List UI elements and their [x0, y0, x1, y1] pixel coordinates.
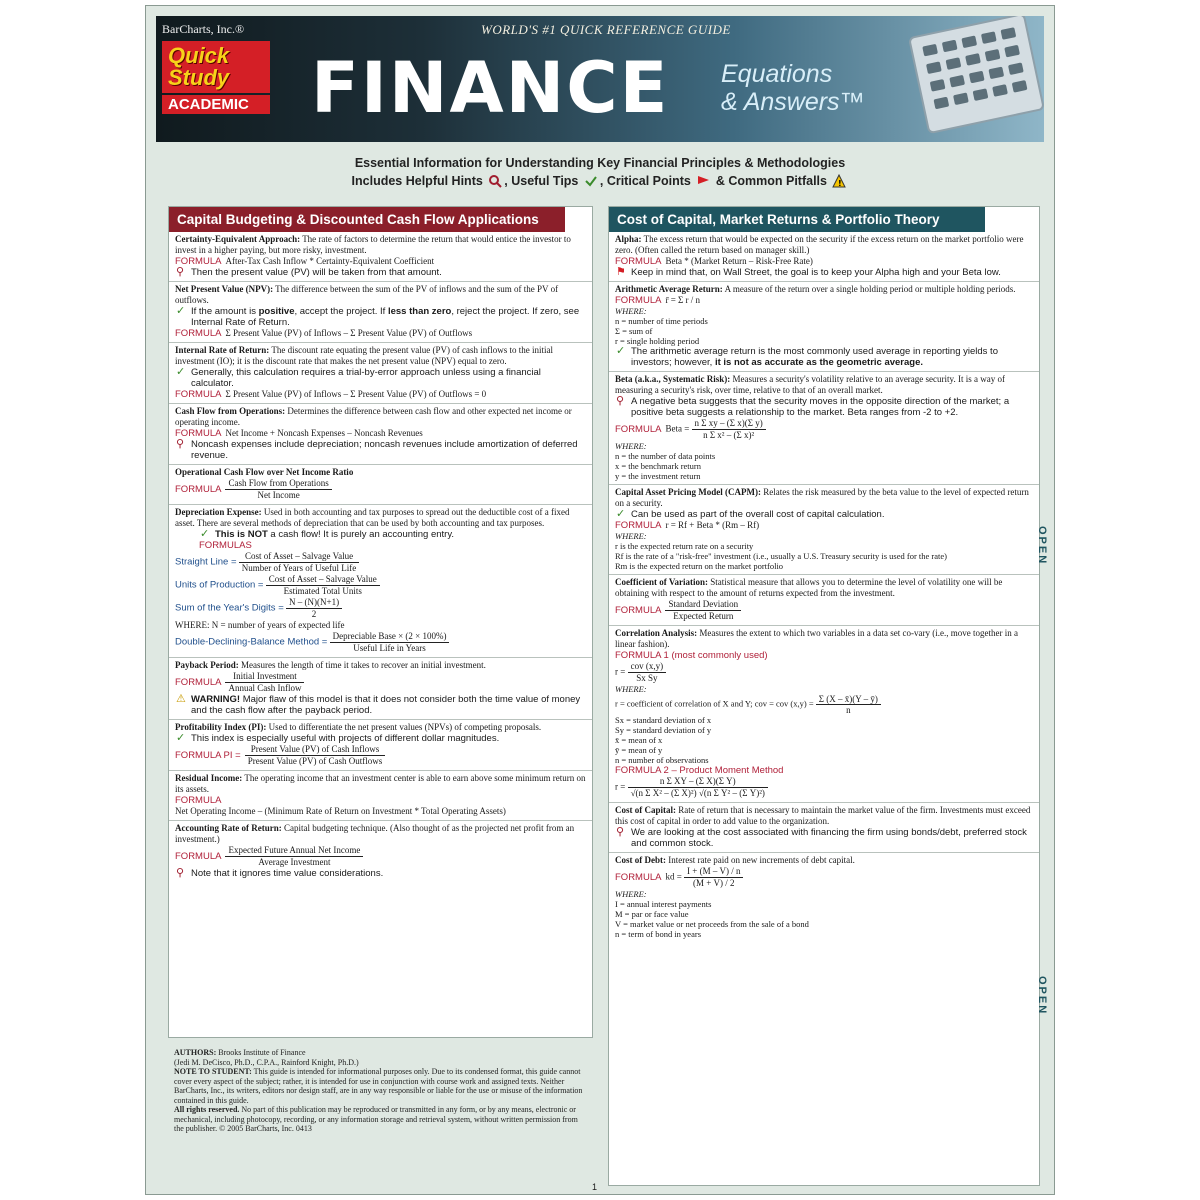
section-depreciation: Depreciation Expense: Used in both accounting and tax purposes to spread out the deductible cost of a fixed asset. There are several methods of depreciation that can be used by both accounting and tax purposes. ✓ This is NOT a cash flow! It is purely an accounting entry. FORMULAS Straight Line = $\frac{\text{Cost of Asset – Salvage Value}}{\text{Number of Years of Useful Life}}$ Units of Production = $\frac{\text{Cost of Asset – Salvage Value}}{\text{Estimated Total Units}}$ Sum of the Year's Digits = $\frac{N - (N)(N+1)}{2}$ WHERE: N = number of years of expected life Double-Declining-Balance Method = $\frac{\text{Depreciable Base × (2 × 100\%)}}{\text{Useful Life in Years}}$ — [169, 505, 592, 658]
section-irr: Internal Rate of Return: The discount rate equating the present value (PV) of cash inflows to the initial investment (IO); it is the discount rate that makes the net present value (NPV) equal to zero. ✓ Generally, this calculation requires a trial-by-error approach unless using a financial calculator. FORMULA Σ Present Value (PV) of Inflows – Σ Present Value (PV) of Outflows = 0 — [169, 343, 592, 404]
intro-line-2: Includes Helpful Hints , Useful Tips , Critical Points & Common Pitfalls ! — [156, 172, 1044, 190]
magnifier-icon: ⚲ — [176, 438, 185, 450]
section-certainty-equivalent: Certainty-Equivalent Approach: The rate of factors to determine the return that would entice the investor to invest in a higher paying, but more risky, investment. FORMULA After-Tax Cash Inflow * Certainty-Equivalent Coefficient ⚲ Then the present value (PV) will be taken from that amount. — [169, 232, 592, 282]
section-profitability-index: Profitability Index (PI): Used to differentiate the net present values (NPVs) of competing proposals. ✓ This index is especially useful with projects of different dollar magnitudes. FORMULA PI = $\frac{\text{Present Value (PV) of Cash Inflows}}{\text{Present Value (PV) of Cash Outflows}}$ — [169, 720, 592, 771]
page-title: FINANCE — [311, 47, 670, 129]
magnifier-icon: ⚲ — [176, 867, 185, 879]
section-beta: Beta (a.k.a., Systematic Risk): Measures a security's volatility relative to an average security. It is a way of measuring a security's risk, over time, relative to that of an overall market. ⚲ A negative beta suggests that the security moves in the opposite direction of the market; a positive beta suggests a relationship to the market. Beta ranges from -2 to +2. FORMULA Beta = $\frac{\text{n Σ xy – (Σ x)(Σ y)}}{\text{n Σ x² – (Σ x)²}}$ WHERE: n = the number of data points x = the benchmark return y = the investment return — [609, 372, 1039, 485]
check-icon: ✓ — [616, 508, 626, 520]
calculator-image — [908, 16, 1044, 134]
side-tab-open-1: OPEN — [1036, 526, 1048, 566]
section-arithmetic-average-return: Arithmetic Average Return: A measure of the return over a single holding period or multiple holding periods. FORMULA r̄ = Σ r / n WHERE: n = number of time periods Σ = sum of r = single holding period ✓ The arithmetic average return is the most commonly used average in reporting yields to investors; however, it is not as accurate as the geometric average. — [609, 282, 1039, 372]
section-coefficient-of-variation: Coefficient of Variation: Statistical measure that allows you to determine the level of volatility one will be obtaining with respect to the amount of returns expected from the investment. FORMULA $\frac{\text{Standard Deviation}}{\text{Expected Return}}$ — [609, 575, 1039, 626]
intro-text — [156, 154, 1044, 190]
left-column — [168, 206, 593, 1038]
tagline: WORLD'S #1 QUICK REFERENCE GUIDE — [481, 22, 731, 37]
quick-study-logo: Quick Study — [162, 41, 270, 93]
section-correlation: Correlation Analysis: Measures the extent to which two variables in a data set co-vary (i.e., move together in a linear fashion). FORMULA 1 (most commonly used) r = $\frac{\text{cov (x,y)}}{\text{Sx Sy}}$ WHERE: r = coefficient of correlation of X and Y; cov = cov (x,y) = $\frac{\Sigma (X - x̄)(Y - ȳ)}{n}$ Sx = standard deviation of x Sy = standard deviation of y x̄ = mean of x ȳ = mean of y n = number of observations FORMULA 2 – Product Moment Method r = $\frac{\text{n Σ XY – (Σ X)(Σ Y)}}{\text{√(n Σ X² – (Σ X)²) √(n Σ Y² – (Σ Y)²)}}$ — [609, 626, 1039, 803]
side-tab-open-2: OPEN — [1036, 976, 1048, 1016]
check-icon: ✓ — [616, 345, 626, 357]
check-icon: ✓ — [176, 366, 186, 378]
section-npv: Net Present Value (NPV): The difference between the sum of the PV of inflows and the sum of the PV of outflows. ✓ If the amount is positive, accept the project. If less than zero, reject the project. If zero, see Internal Rate of Return. FORMULA Σ Present Value (PV) of Inflows – Σ Present Value (PV) of Outflows — [169, 282, 592, 343]
academic-label: ACADEMIC — [162, 95, 270, 114]
section-cash-flow-operations: Cash Flow from Operations: Determines the difference between cash flow and other expected net income or operating income. FORMULA Net Income + Noncash Expenses – Noncash Revenues ⚲ Noncash expenses include depreciation; noncash revenues include amortization of deferred revenue. — [169, 404, 592, 465]
header-banner — [156, 16, 1044, 142]
left-column-heading: Capital Budgeting & Discounted Cash Flow Applications — [169, 207, 565, 232]
svg-text:!: ! — [838, 179, 843, 188]
check-icon — [584, 174, 598, 188]
right-column-heading: Cost of Capital, Market Returns & Portfolio Theory — [609, 207, 985, 232]
warning-icon — [832, 174, 846, 188]
flag-icon — [696, 174, 710, 188]
section-payback: Payback Period: Measures the length of time it takes to recover an initial investment. FORMULA $\frac{\text{Initial Investment}}{\text{Annual Cash Inflow}}$ ⚠ WARNING! Major flaw of this model is that it does not consider both the time value of money and the cash flow after the payback period. — [169, 658, 592, 720]
right-column — [608, 206, 1040, 1186]
section-accounting-rate-of-return: Accounting Rate of Return: Capital budgeting technique. (Also thought of as the projected net profit from an investment.) FORMULA $\frac{\text{Expected Future Annual Net Income}}{\text{Average Investment}}$ ⚲ Note that it ignores time value considerations. — [175, 823, 575, 879]
flag-icon: ⚑ — [616, 266, 626, 278]
brand-logo — [162, 22, 270, 114]
section-ocf-ratio: Operational Cash Flow over Net Income Ratio FORMULA $\frac{\text{Cash Flow from Operations}}{\text{Net Income}}$ — [169, 465, 592, 505]
check-icon: ✓ — [200, 528, 210, 540]
copyright: © 2005 BarCharts, Inc. 0413 — [219, 1124, 312, 1133]
magnifier-icon — [488, 174, 502, 188]
warning-icon: ⚠ — [176, 693, 186, 705]
authors-note: AUTHORS: Brooks Institute of Finance (Jedi M. DeCisco, Ph.D., C.P.A., Rainford Knight, Ph.D.) NOTE TO STUDENT: This guide is intended for informational purposes only. Due to its condensed format, this guide cannot cover every aspect of the subject; rather, it is intended for use in conjunction with course work and assigned texts. Neither BarCharts, Inc., its writers, editors nor design staff, are in any way responsible or liable for the use or misuse of the information contained in this guide. All rights reserved. No part of this publication may be reproduced or transmitted in any form, or by any means, electronic or mechanical, including photocopy, recording, or any information storage and retrieval system, without written permission from the publisher. © 2005 BarCharts, Inc. 0413 — [174, 1048, 583, 1133]
check-icon: ✓ — [176, 305, 186, 317]
check-icon: ✓ — [176, 732, 186, 744]
section-cost-of-debt: Cost of Debt: Interest rate paid on new increments of debt capital. FORMULA kd = $\frac{I + (M - V) / n}{(M + V) / 2}$ WHERE: I = annual interest payments M = par or face value V = market value or net proceeds from the sale of a bond n = term of bond in years — [615, 855, 855, 939]
section-cost-of-capital: Cost of Capital: Rate of return that is necessary to maintain the market value of the firm. Investments must exceed this cost of capital in order to add value to the organization. ⚲ We are looking at the cost associated with financing the firm using bonds/debt, preferred stock and common stock. — [609, 803, 1039, 853]
magnifier-icon: ⚲ — [176, 266, 185, 278]
reference-sheet — [145, 5, 1055, 1195]
section-alpha: Alpha: The excess return that would be expected on the security if the excess return on the market portfolio were zero. (Often called the return based on manager skill.) FORMULA Beta * (Market Return – Risk-Free Rate) ⚑ Keep in mind that, on Wall Street, the goal is to keep your Alpha high and your Beta low. — [609, 232, 1039, 282]
page-number: 1 — [592, 1182, 598, 1192]
magnifier-icon: ⚲ — [616, 395, 625, 407]
section-residual-income: Residual Income: The operating income that an investment center is able to earn above some minimum return on its assets. FORMULA Net Operating Income – (Minimum Rate of Return on Investment * Total Operating Assets) — [169, 771, 592, 821]
page-subtitle: Equations & Answers™ — [721, 60, 865, 116]
publisher-name: BarCharts, Inc.® — [162, 22, 245, 36]
intro-line-1: Essential Information for Understanding Key Financial Principles & Methodologies — [354, 156, 846, 170]
section-capm: Capital Asset Pricing Model (CAPM): Relates the risk measured by the beta value to the level of expected return on a security. ✓ Can be used as part of the overall cost of capital calculation. FORMULA r = Rf + Beta * (Rm – Rf) WHERE: r is the expected return rate on a security Rf is the rate of a "risk-free" investment (i.e., usually a U.S. Treasury security is used for the rate) Rm is the expected return on the market portfolio — [609, 485, 1039, 575]
magnifier-icon: ⚲ — [616, 826, 625, 838]
